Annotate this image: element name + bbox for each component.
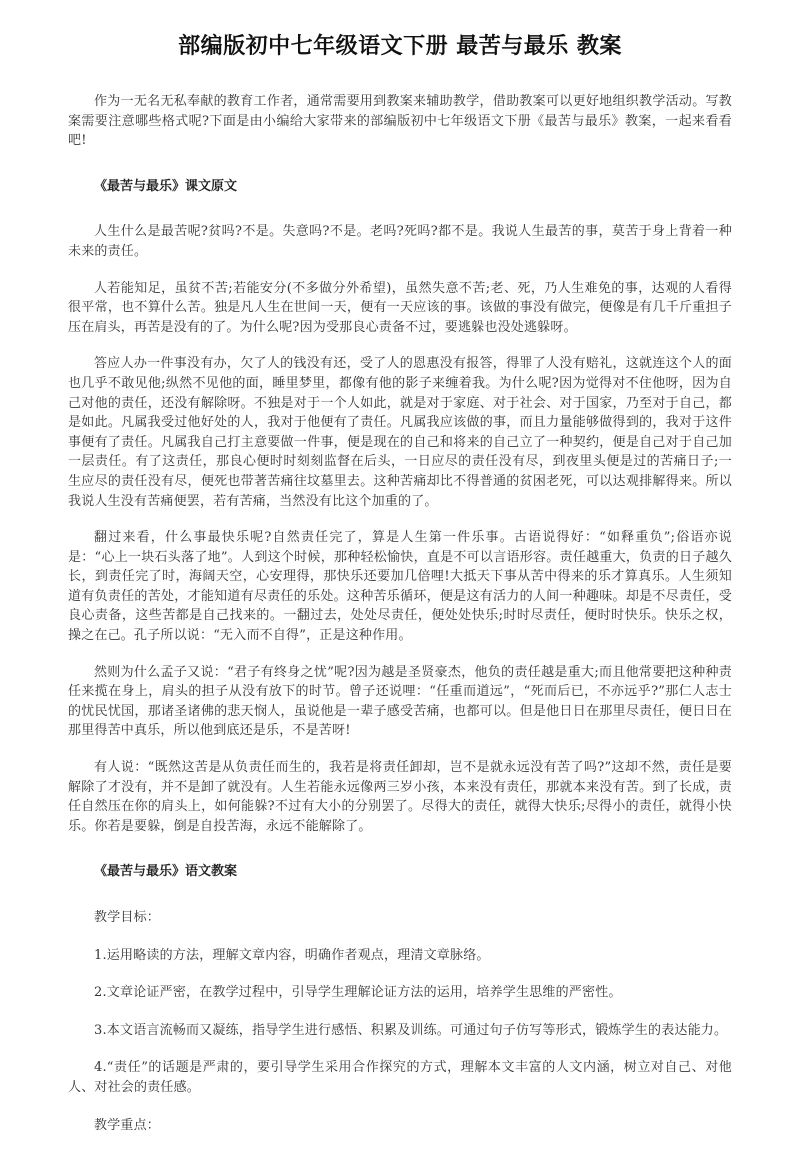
objective-item: 4.“责任”的话题是严肃的，要引导学生采用合作探究的方式，理解本文丰富的人文内涵，树立对自己、对他人、对社会的责任感。 <box>68 1060 732 1095</box>
intro-paragraph: 作为一无名无私奉献的教育工作者，通常需要用到教案来辅助教学，借助教案可以更好地组织教学活动。写教案需要注意哪些格式呢?下面是由小编给大家带来的部编版初中七年级语文下册《最苦与最乐》教案，一起来看看吧! <box>68 94 732 149</box>
document-page <box>68 30 732 1153</box>
objective-item: 1.运用略读的方法，理解文章内容，明确作者观点，理清文章脉络。 <box>94 947 490 963</box>
key-points-label: 教学重点： <box>94 1117 161 1133</box>
document-title: 部编版初中七年级语文下册 最苦与最乐 教案 <box>178 34 622 59</box>
text-paragraph: 人若能知足，虽贫不苦;若能安分(不多做分外希望)，虽然失意不苦;老、死，乃人生难免的事，达观的人看得很平常，也不算什么苦。独是凡人生在世间一天，便有一天应该的事。该做的事没有做完，便像是有几千斤重担子压在肩头，再苦是没有的了。为什么呢?因为受那良心责备不过，要逃躲也没处逃躲呀。 <box>68 280 732 335</box>
objectives-label: 教学目标： <box>94 910 161 925</box>
text-paragraph: 翻过来看，什么事最快乐呢?自然责任完了，算是人生第一件乐事。古语说得好：“如释重负”;俗语亦说是：“心上一块石头落了地”。人到这个时候，那种轻松愉快，直是不可以言语形容。责任越重大，负责的日子越久长，到责任完了时，海阔天空，心安理得，那快乐还要加几倍哩!大抵天下事从苦中得来的乐才算真乐。人生须知道有负责任的苦处，才能知道有尽责任的乐处。这种苦乐循环，便是这有活力的人间一种趣味。却是不尽责任，受良心责备，这些苦都是自己找来的。一翻过去，处处尽责任，便处处快乐;时时尽责任，便时时快乐。快乐之权，操之在己。孔子所以说：“无入而不自得”，正是这种作用。 <box>68 530 732 644</box>
text-paragraph: 有人说：“既然这苦是从负责任而生的，我若是将责任卸却，岂不是就永远没有苦了吗?”这却不然，责任是要解除了才没有，并不是卸了就没有。人生若能永远像两三岁小孩，本来没有责任，那就本来没有苦。到了长成，责任自然压在你的肩头上，如何能躲?不过有大小的分别罢了。尽得大的责任，就得大快乐;尽得小的责任，就得小快乐。你若是要躲，倒是自投苦海，永远不能解除了。 <box>68 760 732 834</box>
text-paragraph: 答应人办一件事没有办，欠了人的钱没有还，受了人的恩惠没有报答，得罪了人没有赔礼，这就连这个人的面也几乎不敢见他;纵然不见他的面，睡里梦里，都像有他的影子来缠着我。为什么呢?因为觉得对不住他呀，因为自己对他的责任，还没有解除呀。不独是对于一个人如此，就是对于家庭、对于社会、对于国家，乃至对于自己，都是如此。凡属我受过他好处的人，我对于他便有了责任。凡属我应该做的事，而且力量能够做得到的，我对于这件事便有了责任。凡属我自己打主意要做一件事，便是现在的自己和将来的自己立了一种契约，便是自己对于自己加一层责任。有了这责任，那良心便时时刻刻监督在后头，一日应尽的责任没有尽，到夜里头便是过的苦痛日子;一生应尽的责任没有尽，便死也带著苦痛往坟墓里去。这种苦痛却比不得普通的贫困老死，可以达观排解得来。所以我说人生没有苦痛便罢，若有苦痛，当然没有比这个加重的了。 <box>68 356 732 509</box>
text-paragraph: 人生什么是最苦呢?贫吗?不是。失意吗?不是。老吗?死吗?都不是。我说人生最苦的事，莫苦于身上背着一种未来的责任。 <box>68 224 732 259</box>
objective-item: 2.文章论证严密，在教学过程中，引导学生理解论证方法的运用，培养学生思维的严密性。 <box>94 985 622 1001</box>
objective-item: 3.本文语言流畅而又凝练，指导学生进行感悟、积累及训练。可通过句子仿写等形式，锻炼学生的表达能力。 <box>94 1022 728 1038</box>
section-heading-lesson-plan: 《最苦与最乐》语文教案 <box>94 864 238 880</box>
section-heading-original-text: 《最苦与最乐》课文原文 <box>94 178 238 194</box>
text-paragraph: 然则为什么孟子又说：“君子有终身之忧”呢?因为越是圣贤豪杰，他负的责任越是重大;而且他常要把这种种责任来揽在身上，肩头的担子从没有放下的时节。曾子还说哩：“任重而道远”，“死而后已，不亦远乎?”那仁人志士的忧民忧国，那诸圣诸佛的悲天悯人，虽说他是一辈子感受苦痛，也都可以。但是他日日在那里尽责任，便日日在那里得苦中真乐，所以他到底还是乐，不是苦呀! <box>68 664 732 739</box>
